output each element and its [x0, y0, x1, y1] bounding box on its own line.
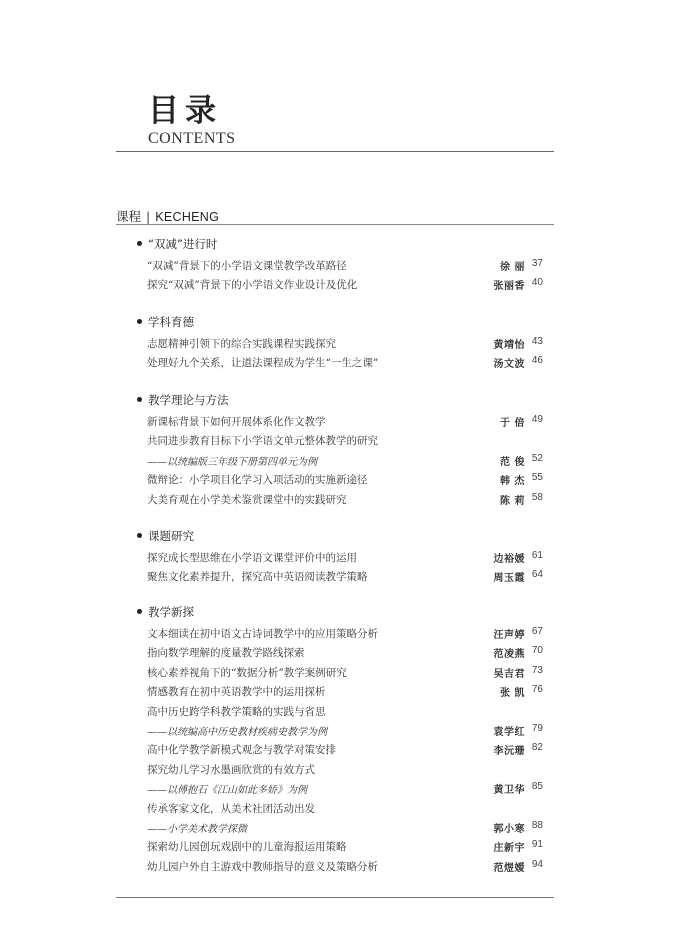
- toc-entry[interactable]: [147, 839, 543, 857]
- toc-entry[interactable]: [147, 762, 543, 780]
- toc-entry-page: 67: [531, 626, 543, 637]
- toc-entry-author: 汤文波: [493, 359, 525, 371]
- toc-entry-author: 郭小寒: [493, 824, 525, 835]
- toc-entry-title: 志愿精神引领下的综合实践课程实践探究: [147, 338, 336, 350]
- toc-entry-author: 陈 莉: [500, 495, 525, 507]
- toc-entry-author: 黄卫华: [493, 785, 525, 797]
- toc-entry-page: 55: [531, 472, 543, 484]
- toc-entry-author: 于 倍: [500, 418, 525, 429]
- toc-entry-title: 文本细读在初中语文古诗词教学中的应用策略分析: [147, 628, 378, 640]
- toc-entry-page: 46: [531, 355, 543, 367]
- toc-entry-page: 70: [531, 645, 543, 657]
- toc-group-heading: [137, 604, 194, 620]
- toc-entry-page: 43: [531, 336, 543, 347]
- toc-entry-page: 37: [531, 258, 543, 269]
- toc-entry-page: 58: [531, 491, 543, 503]
- toc-entry[interactable]: [147, 277, 543, 295]
- toc-entry[interactable]: [147, 626, 543, 644]
- toc-entry[interactable]: [147, 645, 543, 663]
- page-title: 目录: [148, 93, 222, 129]
- toc-entry-title: 大美育观在小学美术鉴赏课堂中的实践研究: [147, 493, 347, 506]
- toc-entry[interactable]: [147, 550, 543, 568]
- toc-entry-author: 黄靖怡: [493, 340, 525, 351]
- toc-entry[interactable]: [147, 569, 543, 587]
- toc-entry[interactable]: [147, 453, 543, 471]
- toc-entry-author: 徐 丽: [500, 262, 525, 273]
- toc-entry-title: 探究成长型思维在小学语文课堂评价中的运用: [147, 552, 357, 564]
- bullet-icon: [137, 609, 142, 614]
- bullet-icon: [137, 397, 142, 402]
- toc-entry-author: 李沅珊: [493, 746, 525, 758]
- section-heading-en: KECHENG: [155, 210, 220, 224]
- bullet-icon: [137, 241, 142, 246]
- toc-entry-author: 范 俊: [500, 456, 525, 468]
- toc-entry-title: “双减”背景下的小学语文课堂教学改革路径: [147, 260, 347, 272]
- toc-entry-title: 传承客家文化，从美术社团活动出发: [147, 802, 315, 815]
- toc-entry[interactable]: [147, 472, 543, 490]
- toc-entry-page: 82: [531, 742, 543, 754]
- toc-entry-title: 微辩论：小学项目化学习入项活动的实施新途径: [147, 474, 368, 487]
- toc-entry-title: 共同进步教育目标下小学语文单元整体教学的研究: [147, 435, 378, 448]
- toc-entry-author: 范凌燕: [493, 649, 525, 661]
- toc-entry-title: 探究“双减”背景下的小学语文作业设计及优化: [147, 279, 358, 292]
- toc-entry[interactable]: [147, 433, 543, 451]
- toc-entry[interactable]: [147, 665, 543, 683]
- toc-entry-title: 高中历史跨学科教学策略的实践与省思: [147, 705, 326, 718]
- toc-entry[interactable]: [147, 801, 543, 819]
- toc-entry-author: 韩 杰: [500, 476, 525, 488]
- toc-entry[interactable]: [147, 820, 543, 838]
- toc-entry-author: 张丽香: [493, 281, 525, 293]
- toc-entry-page: 64: [531, 569, 543, 581]
- section-heading: [116, 207, 219, 225]
- toc-entry-author: 汪声婷: [493, 630, 525, 641]
- toc-entry-author: 吴吉君: [493, 668, 525, 680]
- toc-group-heading: [137, 236, 217, 252]
- toc-entry[interactable]: [147, 684, 543, 702]
- toc-group-heading: [137, 314, 194, 330]
- toc-entry-author: 张 凯: [500, 688, 525, 700]
- toc-entry[interactable]: [147, 414, 543, 432]
- toc-group-heading-text: “双减”进行时: [148, 237, 218, 251]
- toc-group-heading: [137, 528, 194, 544]
- toc-entry-title: 核心素养视角下的“数据分析”教学案例研究: [147, 666, 347, 679]
- toc-entry-title: 高中化学教学新模式观念与教学对策安排: [147, 744, 336, 757]
- toc-entry-page: 91: [531, 839, 543, 851]
- toc-entry[interactable]: [147, 492, 543, 510]
- toc-entry-page: 61: [531, 550, 543, 561]
- toc-entry-title: 探究幼儿学习水墨画欣赏的有效方式: [147, 763, 315, 776]
- toc-entry-title: 指向数学理解的度量教学路线探索: [147, 647, 305, 660]
- toc-group-heading-text: 教学新探: [148, 605, 194, 619]
- toc-entry-subtitle: ——小学美术教学探微: [147, 824, 247, 835]
- toc-entry[interactable]: [147, 704, 543, 722]
- toc-group-heading-text: 教学理论与方法: [148, 393, 229, 407]
- toc-entry-author: 庄新宇: [493, 843, 525, 855]
- toc-entry[interactable]: [147, 355, 543, 373]
- toc-entry-page: 79: [531, 723, 543, 734]
- toc-entry-title: 聚焦文化素养提升，探究高中英语阅读教学策略: [147, 571, 368, 584]
- toc-entry-title: 情感教育在初中英语教学中的运用探析: [147, 686, 326, 699]
- toc-group-heading-text: 学科育德: [148, 315, 194, 329]
- toc-entry-page: 76: [531, 684, 543, 696]
- section-heading-cn: 课程: [116, 209, 142, 224]
- toc-entry[interactable]: [147, 742, 543, 760]
- toc-entry-page: 73: [531, 664, 543, 676]
- toc-entry-subtitle: ——以统编版三年级下册第四单元为例: [147, 456, 317, 468]
- bullet-icon: [137, 533, 142, 538]
- toc-group-heading-text: 课题研究: [148, 529, 194, 543]
- toc-entry[interactable]: [147, 258, 543, 276]
- toc-entry-subtitle: ——以傅抱石《江山如此多娇》为例: [147, 785, 307, 797]
- page-subtitle: CONTENTS: [148, 130, 236, 147]
- toc-entry-page: 40: [531, 277, 543, 289]
- title-divider: [116, 151, 554, 152]
- toc-entry-subtitle: ——以统编高中历史教材疾病史教学为例: [147, 727, 327, 738]
- toc-entry-author: 范煜嫒: [493, 862, 525, 874]
- toc-entry-title: 新课标背景下如何开展体系化作文教学: [147, 416, 326, 428]
- bottom-divider: [116, 897, 554, 898]
- toc-entry-page: 94: [531, 858, 543, 870]
- toc-entry-title: 幼儿园户外自主游戏中教师指导的意义及策略分析: [147, 860, 378, 873]
- toc-entry-author: 袁学红: [493, 727, 525, 738]
- toc-entry-page: 52: [531, 452, 543, 464]
- toc-entry-author: 边裕媛: [493, 554, 525, 565]
- bullet-icon: [137, 319, 142, 324]
- section-divider: [116, 224, 554, 225]
- toc-entry[interactable]: [147, 781, 543, 799]
- toc-entry[interactable]: [147, 723, 543, 741]
- toc-entry-title: 探索幼儿园创玩戏剧中的儿童海报运用策略: [147, 841, 347, 854]
- toc-entry-title: 处理好九个关系，让道法课程成为学生“一生之课”: [147, 357, 379, 370]
- toc-entry-page: 49: [531, 414, 543, 425]
- toc-entry[interactable]: [147, 859, 543, 877]
- toc-group-heading: [137, 392, 229, 408]
- toc-entry-page: 88: [531, 820, 543, 831]
- toc-entry-author: 周玉霞: [493, 573, 525, 585]
- section-separator: |: [146, 209, 151, 224]
- toc-entry[interactable]: [147, 336, 543, 354]
- toc-entry-page: 85: [531, 781, 543, 793]
